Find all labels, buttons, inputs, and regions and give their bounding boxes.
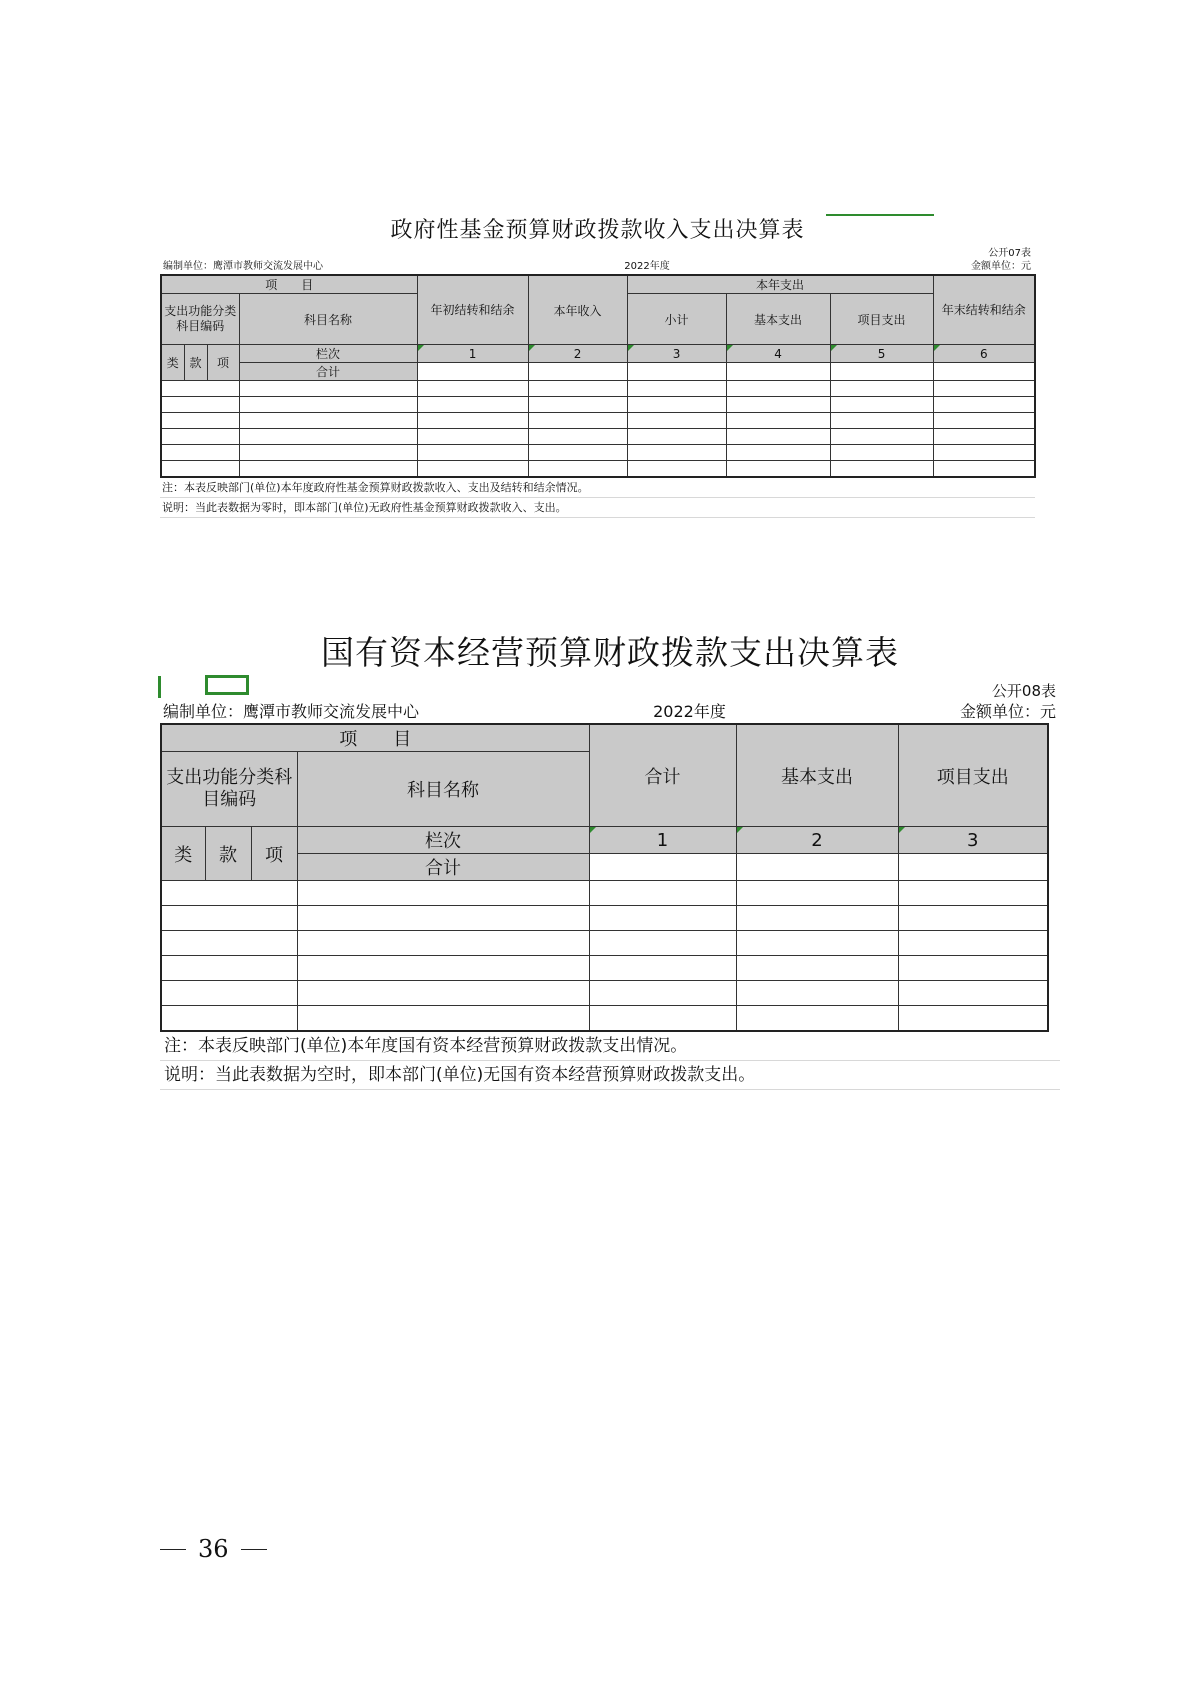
table1-cell[interactable] [933,381,1035,397]
table1-xiang-header: 项 [207,345,239,381]
table-row [161,429,1035,445]
table2-money-unit: 金额单位：元 [959,702,1056,721]
table1-total-label: 合计 [239,363,417,381]
table1-cell[interactable] [627,397,726,413]
table1-meta-row [160,260,1035,274]
table1-cell[interactable] [830,429,933,445]
table1-cell[interactable] [417,363,528,381]
table1-cell[interactable] [528,381,627,397]
cell-selection-marker [158,676,161,698]
table1-cell[interactable] [726,461,830,477]
table1-func-code-header: 支出功能分类科目编码 [161,294,239,345]
table1-col-number: 6 [933,345,1035,363]
table1-opening-balance-header: 年初结转和结余 [417,275,528,345]
table1-cell[interactable] [239,445,417,461]
table1-cell[interactable] [417,445,528,461]
table2-cell[interactable] [736,906,898,931]
active-cell-selection[interactable] [205,675,249,695]
table2-cell[interactable] [898,906,1048,931]
table1-kuan-header: 款 [184,345,207,381]
table1-cell[interactable] [933,397,1035,413]
table1-cell[interactable] [528,461,627,477]
table2-year: 2022年度 [653,702,726,721]
table1-cell[interactable] [417,429,528,445]
table2-cell[interactable] [736,956,898,981]
table2-cell[interactable] [161,1006,297,1031]
table2-title: 国有资本经营预算财政拨款支出决算表 [321,633,899,672]
table2-kuan-header: 款 [205,827,251,881]
table1-cell[interactable] [417,461,528,477]
table-row [161,461,1035,477]
table2-item-header: 项 目 [161,724,589,752]
table-row [161,906,1048,931]
page-number-footer [160,1535,267,1563]
table1-cell[interactable] [830,363,933,381]
table1-cell[interactable] [528,397,627,413]
table2-explanation: 说明：当此表数据为空时，即本部门(单位)无国有资本经营预算财政拨款支出。 [160,1061,1060,1090]
table1-subtotal-header: 小计 [627,294,726,345]
table1-project-header: 项目支出 [830,294,933,345]
table1-cell[interactable] [417,413,528,429]
table2-cell[interactable] [898,1006,1048,1031]
table1-cell[interactable] [161,445,239,461]
table1-cell[interactable] [627,381,726,397]
table2-cell[interactable] [161,881,297,906]
table2-cell[interactable] [297,981,589,1006]
table1-cell[interactable] [830,397,933,413]
table2-cell[interactable] [297,956,589,981]
table2-cell[interactable] [898,981,1048,1006]
table1-grid [160,274,1036,478]
table1-compiling-unit: 编制单位：鹰潭市教师交流发展中心 [163,261,323,272]
table2-compiling-unit: 编制单位：鹰潭市教师交流发展中心 [163,702,420,721]
table-row [161,956,1048,981]
table1-cell[interactable] [933,363,1035,381]
table1-col-number: 4 [726,345,830,363]
table2-cell[interactable] [161,931,297,956]
table1-cell[interactable] [528,429,627,445]
table2-grid [160,723,1049,1032]
table1-cell[interactable] [417,397,528,413]
table2-col-number: 3 [898,827,1048,854]
table-row [161,397,1035,413]
table1-cell[interactable] [627,445,726,461]
page-number-dash [241,1549,267,1550]
table1-item-header: 项 目 [161,275,417,294]
table1-cell[interactable] [239,413,417,429]
table2-xiang-header: 项 [251,827,297,881]
table1-cell[interactable] [239,381,417,397]
table1-cell[interactable] [726,413,830,429]
table-row [161,445,1035,461]
table2-cell[interactable] [589,956,736,981]
table1-column-no-label: 栏次 [239,345,417,363]
table2-form-number: 公开08表 [991,682,1056,700]
table-row [161,1006,1048,1031]
cell-selection-marker [826,214,934,216]
table2-cell[interactable] [736,1006,898,1031]
table2-lei-header: 类 [161,827,205,881]
table1-cell[interactable] [933,413,1035,429]
table1-col-number: 3 [627,345,726,363]
table2-cell[interactable] [898,956,1048,981]
table1-cell[interactable] [239,429,417,445]
table1-col-number: 2 [528,345,627,363]
table1-cell[interactable] [726,381,830,397]
table1-cell[interactable] [528,413,627,429]
table2-cell[interactable] [898,854,1048,881]
table1-cell[interactable] [239,461,417,477]
table2-col-number: 1 [589,827,736,854]
table1-cell[interactable] [627,363,726,381]
table2-cell[interactable] [297,931,589,956]
table2-total-header: 合计 [589,724,736,827]
table2-cell[interactable] [898,881,1048,906]
table1-cell[interactable] [726,429,830,445]
table2-cell[interactable] [297,906,589,931]
table2-cell[interactable] [161,956,297,981]
table1-subject-name-header: 科目名称 [239,294,417,345]
table1-cell[interactable] [417,381,528,397]
table1-note: 注：本表反映部门(单位)本年度政府性基金预算财政拨款收入、支出及结转和结余情况。 [160,478,1035,498]
table1-cell[interactable] [161,461,239,477]
table1-form-number: 公开07表 [988,248,1031,259]
table1-cell[interactable] [627,461,726,477]
table-row [161,413,1035,429]
table1-cell[interactable] [161,397,239,413]
table1-cell[interactable] [627,429,726,445]
table2-cell[interactable] [589,1006,736,1031]
table2-func-code-header: 支出功能分类科目编码 [161,752,297,827]
state-capital-budget-sheet [160,628,1060,1090]
table1-cell[interactable] [528,445,627,461]
table1-cell[interactable] [933,445,1035,461]
page-number-dash [160,1549,186,1550]
table1-cell[interactable] [726,363,830,381]
table2-cell[interactable] [736,854,898,881]
table2-project-header: 项目支出 [898,724,1048,827]
table1-cell[interactable] [161,429,239,445]
fund-budget-sheet [160,215,1035,518]
table1-cell[interactable] [726,397,830,413]
table2-cell[interactable] [589,906,736,931]
table2-subject-name-header: 科目名称 [297,752,589,827]
table2-basic-header: 基本支出 [736,724,898,827]
table1-col-number: 1 [417,345,528,363]
table1-year: 2022年度 [624,261,670,272]
table1-income-header: 本年收入 [528,275,627,345]
table1-cell[interactable] [830,413,933,429]
table1-explanation: 说明：当此表数据为零时，即本部门(单位)无政府性基金预算财政拨款收入、支出。 [160,498,1035,518]
table-row [161,931,1048,956]
table2-cell[interactable] [161,906,297,931]
table-row [161,381,1035,397]
table1-cell[interactable] [830,445,933,461]
table2-cell[interactable] [161,981,297,1006]
table-row [161,881,1048,906]
table1-cell[interactable] [830,381,933,397]
table1-expense-header: 本年支出 [627,275,933,294]
table1-cell[interactable] [161,381,239,397]
table2-column-no-label: 栏次 [297,827,589,854]
table2-cell[interactable] [736,981,898,1006]
table2-cell[interactable] [589,854,736,881]
table1-cell[interactable] [726,445,830,461]
table2-total-label: 合计 [297,854,589,881]
table2-cell[interactable] [736,931,898,956]
table-row [161,981,1048,1006]
table1-col-number: 5 [830,345,933,363]
table2-meta-row [160,701,1060,723]
table1-cell[interactable] [239,397,417,413]
table1-lei-header: 类 [161,345,184,381]
table1-cell[interactable] [933,461,1035,477]
table2-cell[interactable] [736,881,898,906]
table1-basic-header: 基本支出 [726,294,830,345]
table1-money-unit: 金额单位：元 [970,261,1031,272]
table2-cell[interactable] [589,981,736,1006]
table1-closing-balance-header: 年末结转和结余 [933,275,1035,345]
table1-cell[interactable] [933,429,1035,445]
table2-cell[interactable] [297,1006,589,1031]
table2-cell[interactable] [589,881,736,906]
table1-cell[interactable] [627,413,726,429]
table2-col-number: 2 [736,827,898,854]
page-number: 36 [198,1535,229,1563]
table1-title: 政府性基金预算财政拨款收入支出决算表 [390,218,805,243]
table2-note: 注：本表反映部门(单位)本年度国有资本经营预算财政拨款支出情况。 [160,1032,1060,1061]
table2-cell[interactable] [297,881,589,906]
table1-cell[interactable] [161,413,239,429]
table2-cell[interactable] [898,931,1048,956]
table1-cell[interactable] [830,461,933,477]
table1-cell[interactable] [528,363,627,381]
table2-cell[interactable] [589,931,736,956]
